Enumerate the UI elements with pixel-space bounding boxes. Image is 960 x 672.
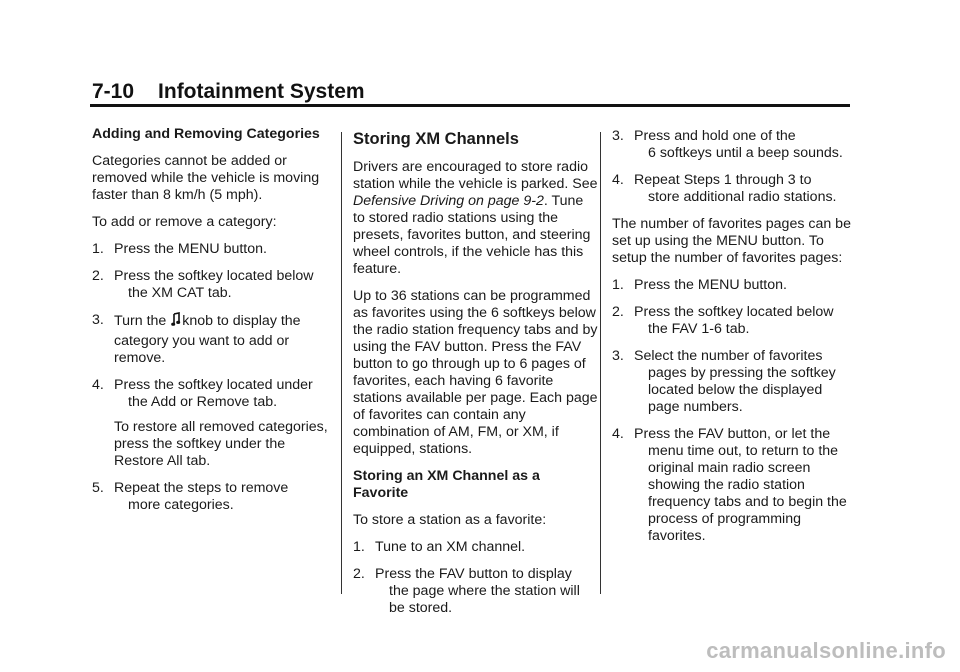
list-item: 3. Select the number of favorites pages by pressing the softkey located below the displayed page numbers. (612, 348, 836, 415)
note-restore: To restore all removed categories, press the softkey under the Restore All tab. (114, 419, 328, 469)
heading-adding-removing: Adding and Removing Categories (92, 126, 320, 142)
paragraph: To store a station as a favorite: (353, 512, 547, 528)
list-item: 4. Repeat Steps 1 through 3 to store additional radio stations. (612, 172, 837, 205)
list-item: 2. Press the softkey located below the FAV 1-6 tab. (612, 304, 834, 337)
list-item: 3. Press and hold one of the 6 softkeys until a beep sounds. (612, 128, 843, 161)
column-right (612, 128, 857, 555)
paragraph: Drivers are encouraged to store radio station while the vehicle is parked. See Defensive Driving on page 9-2. Tune to stored radio stations using the presets, favorites button, and steering wheel controls, if the vehicle has this feature. (353, 159, 598, 277)
list-item: 2. Press the FAV button to display the page where the station will be stored. (353, 566, 580, 616)
watermark: carmanualsonline.info (706, 638, 946, 663)
list-item: 1. Press the MENU button. (612, 277, 787, 293)
list-item: 4. Press the FAV button, or let the menu time out, to return to the original main radio screen showing the radio station frequency tabs and to begin the process of programming favorites. (612, 426, 847, 544)
heading-storing-xm: Storing XM Channels (353, 130, 519, 148)
column-left (92, 126, 337, 524)
page-number: 7-10 (92, 80, 135, 103)
cross-reference-link: Defensive Driving on page 9-2 (353, 193, 544, 209)
column-divider (600, 132, 601, 594)
list-item: 4. Press the softkey located under the Add or Remove tab. (92, 377, 313, 410)
paragraph: The number of favorites pages can be set up using the MENU button. To setup the number of favorites pages: (612, 216, 851, 266)
page-header (92, 80, 365, 104)
column-middle (353, 128, 598, 627)
paragraph: To add or remove a category: (92, 214, 277, 230)
paragraph: Up to 36 stations can be programmed as favorites using the 6 softkeys below the radio station frequency tabs and by using the FAV button. Press the FAV button to go through up to 6 pages of favorites, each having 6 favorite stations available per page. Each page of favorites can contain any combination of AM, FM, or XM, if equipped, stations. (353, 288, 598, 457)
tune-knob-icon (171, 312, 181, 327)
list-item: 1. Tune to an XM channel. (353, 539, 526, 555)
list-item: 5. Repeat the steps to remove more categories. (92, 480, 289, 513)
list-item: 1. Press the MENU button. (92, 241, 267, 257)
subheading-storing-favorite: Storing an XM Channel as a Favorite (353, 468, 540, 501)
section-title: Infotainment System (158, 80, 365, 103)
header-rule (90, 104, 850, 107)
list-item: 3. Turn the knob to display the category you want to add or remove. (92, 312, 301, 366)
paragraph: Categories cannot be added or removed while the vehicle is moving faster than 8 km/h (5 mph). (92, 153, 320, 203)
column-divider (341, 132, 342, 594)
list-item: 2. Press the softkey located below the XM CAT tab. (92, 268, 314, 301)
